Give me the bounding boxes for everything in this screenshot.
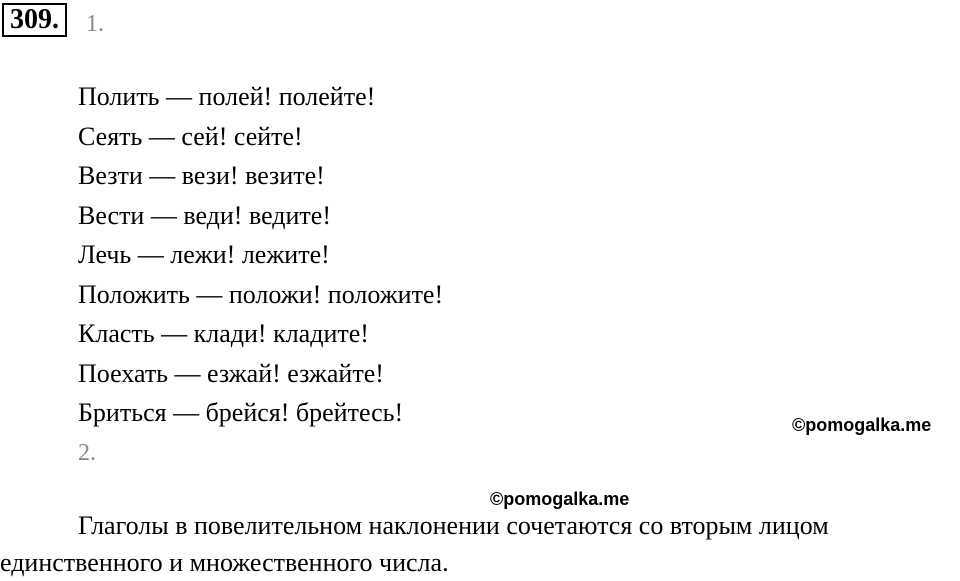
list-item: Положить — положи! положите! bbox=[78, 279, 444, 309]
part-1-label: 1. bbox=[86, 11, 104, 37]
watermark-center: ©pomogalka.me bbox=[490, 489, 630, 509]
conclusion-paragraph bbox=[0, 507, 960, 581]
watermark-right: ©pomogalka.me bbox=[792, 415, 932, 435]
list-item: Класть — клади! кладите! bbox=[78, 319, 369, 348]
list-item: Поехать — езжай! езжайте! bbox=[78, 358, 384, 388]
list-item: Везти — вези! везите! bbox=[78, 161, 325, 190]
task-number-box: 309. bbox=[2, 3, 67, 37]
conclusion-line-1: Глаголы в повелительном наклонении сочетаются со вторым лицом bbox=[78, 511, 829, 540]
conclusion-line-2: единственного и множественного числа. bbox=[0, 548, 449, 577]
list-item: Сеять — сей! сейте! bbox=[78, 121, 303, 151]
imperative-forms-list bbox=[78, 80, 443, 436]
list-item: Вести — веди! ведите! bbox=[78, 200, 331, 230]
list-item: Полить — полей! полейте! bbox=[78, 82, 376, 111]
list-item: Лечь — лежи! лежите! bbox=[78, 240, 330, 269]
part-2-label: 2. bbox=[78, 440, 96, 466]
list-item: Бриться — брейся! брейтесь! bbox=[78, 398, 404, 427]
